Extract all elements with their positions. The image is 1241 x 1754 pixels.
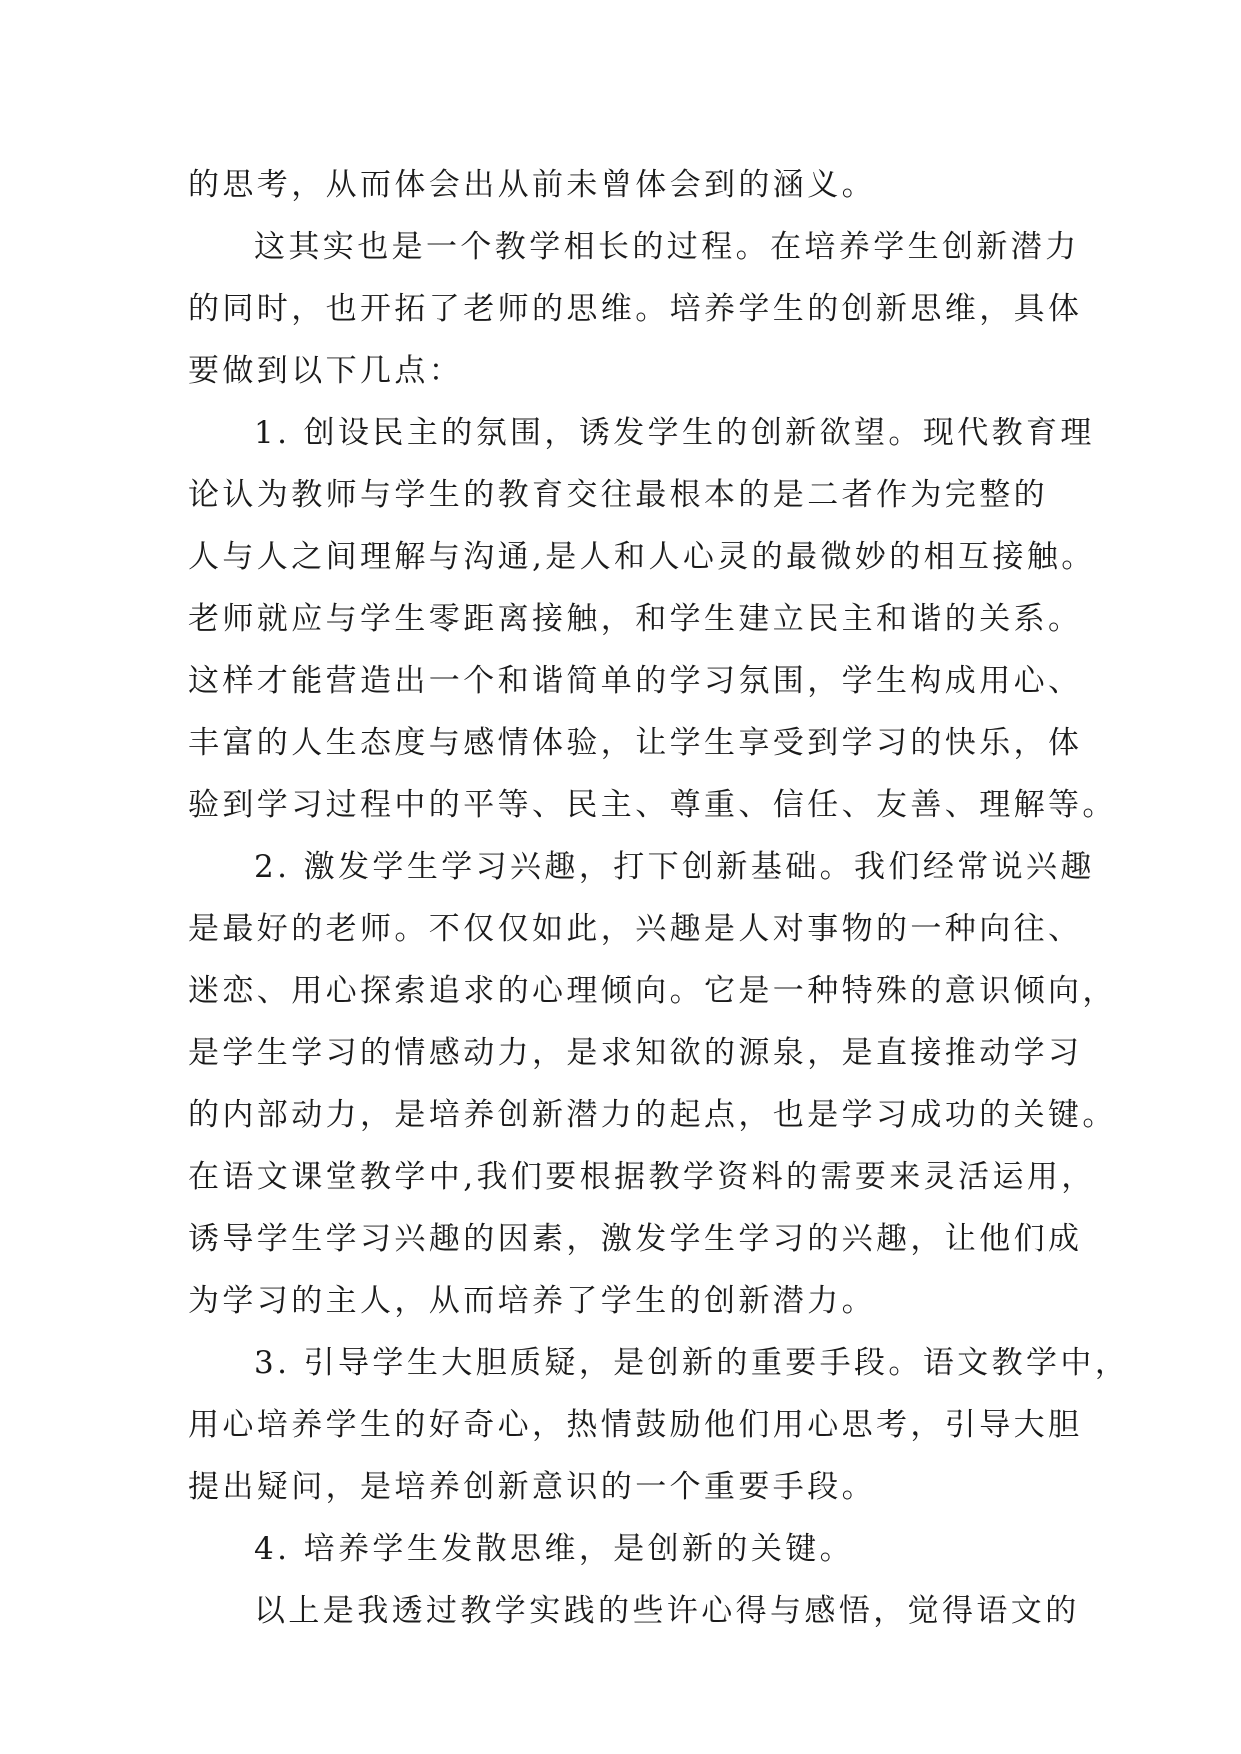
text-line: 要做到以下几点： — [188, 353, 464, 389]
text-line: 诱导学生学习兴趣的因素，激发学生学习的兴趣，让他们成 — [188, 1221, 1083, 1257]
text-line: 的思考，从而体会出从前未曾体会到的涵义。 — [188, 167, 876, 203]
text-line: 在语文课堂教学中,我们要根据教学资料的需要来灵活运用， — [188, 1159, 1096, 1195]
text-line: 老师就应与学生零距离接触，和学生建立民主和谐的关系。 — [188, 601, 1083, 637]
text-line: 迷恋、用心探索追求的心理倾向。它是一种特殊的意识倾向， — [188, 973, 1117, 1009]
text-line: 是最好的老师。不仅仅如此，兴趣是人对事物的一种向往、 — [188, 911, 1083, 947]
text-line: 1. 创设民主的氛围，诱发学生的创新欲望。现代教育理 — [254, 415, 1095, 451]
text-line: 论认为教师与学生的教育交往最根本的是二者作为完整的 — [188, 477, 1048, 513]
text-line: 丰富的人生态度与感情体验，让学生享受到学习的快乐，体 — [188, 725, 1083, 761]
text-line: 的内部动力，是培养创新潜力的起点，也是学习成功的关键。 — [188, 1097, 1117, 1133]
document-body — [188, 154, 1130, 1642]
text-line: 以上是我透过教学实践的些许心得与感悟，觉得语文的 — [254, 1593, 1080, 1629]
text-line: 3. 引导学生大胆质疑，是创新的重要手段。语文教学中， — [254, 1345, 1130, 1381]
text-line: 4. 培养学生发散思维，是创新的关键。 — [254, 1531, 855, 1567]
text-line: 人与人之间理解与沟通,是人和人心灵的最微妙的相互接触。 — [188, 539, 1096, 575]
text-line: 是学生学习的情感动力，是求知欲的源泉，是直接推动学习 — [188, 1035, 1083, 1071]
text-line: 的同时，也开拓了老师的思维。培养学生的创新思维，具体 — [188, 291, 1083, 327]
text-line: 这其实也是一个教学相长的过程。在培养学生创新潜力 — [254, 229, 1080, 265]
text-line: 验到学习过程中的平等、民主、尊重、信任、友善、理解等。 — [188, 787, 1117, 823]
text-line: 提出疑问，是培养创新意识的一个重要手段。 — [188, 1469, 876, 1505]
text-line: 为学习的主人，从而培养了学生的创新潜力。 — [188, 1283, 876, 1319]
text-line: 2. 激发学生学习兴趣，打下创新基础。我们经常说兴趣 — [254, 849, 1095, 885]
text-line: 这样才能营造出一个和谐简单的学习氛围，学生构成用心、 — [188, 663, 1083, 699]
text-line: 用心培养学生的好奇心，热情鼓励他们用心思考，引导大胆 — [188, 1407, 1083, 1443]
